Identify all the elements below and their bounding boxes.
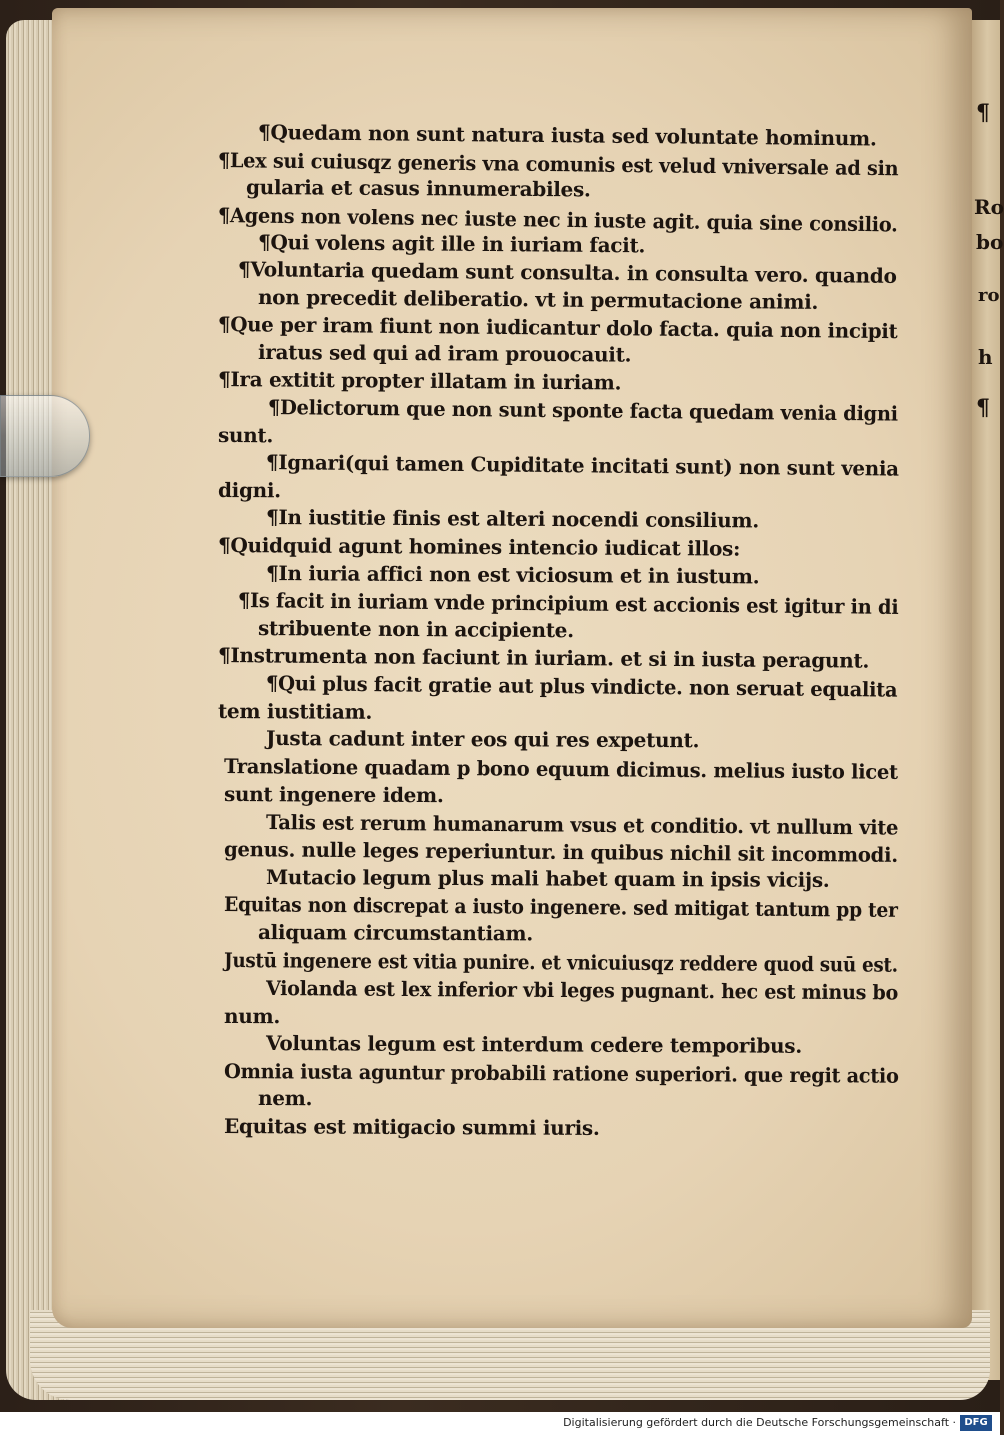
facing-page-glyph: h	[978, 345, 993, 369]
text-line: ¶In iustitie finis est alteri nocendi consilium.	[265, 505, 760, 533]
text-line: ¶Voluntaria quedam sunt consulta. in consulta vero. quando	[237, 257, 897, 288]
text-line: ¶Qui plus facit gratie aut plus vindicte. non seruat equalita	[265, 671, 898, 702]
text-line: ¶Ignari(qui tamen Cupiditate incitati sunt) non sunt venia	[265, 450, 899, 481]
text-line: num.	[223, 1004, 281, 1029]
text-line: ¶Agens non volens nec iuste nec in iuste agit. quia sine consilio.	[217, 203, 898, 237]
page-clip	[0, 395, 90, 477]
text-line: ¶Quidquid agunt homines intencio iudicat illos:	[217, 533, 741, 561]
facing-page-glyph: ¶	[976, 100, 990, 126]
text-line: Voluntas legum est interdum cedere temporibus.	[265, 1031, 802, 1058]
text-line: ¶Quedam non sunt natura iusta sed voluntate hominum.	[257, 120, 877, 151]
text-line: ¶Que per iram fiunt non iudicantur dolo facta. quia non incipit	[217, 312, 898, 344]
text-line: ¶Delictorum que non sunt sponte facta quedam venia digni	[267, 395, 898, 426]
footer-bar	[0, 1412, 1000, 1435]
text-line: Equitas est mitigacio summi iuris.	[223, 1114, 600, 1140]
text-line: ¶In iuria affici non est viciosum et in iustum.	[265, 561, 760, 589]
facing-page-glyph: Ro	[974, 195, 1004, 219]
text-line: aliquam circumstantiam.	[257, 920, 534, 946]
dfg-logo: DFG	[960, 1415, 992, 1431]
text-line: tem iustitiam.	[217, 699, 373, 724]
text-line: sunt ingenere idem.	[223, 782, 444, 808]
text-line: digni.	[217, 478, 281, 503]
facing-page-glyph: ¶	[976, 395, 990, 421]
text-line: ¶Instrumenta non faciunt in iuriam. et si in iusta peragunt.	[217, 643, 870, 673]
facing-page-glyph: bo	[976, 230, 1004, 254]
text-line: Mutacio legum plus mali habet quam in ipsis vicijs.	[265, 865, 830, 892]
funding-credit: Digitalisierung gefördert durch die Deutsche Forschungsgemeinschaft ·	[563, 1416, 956, 1429]
text-line: gularia et casus innumerabiles.	[245, 175, 591, 202]
facing-page-glyph: ro	[978, 285, 1000, 306]
text-line: Translatione quadam p bono equum dicimus. melius iusto licet	[223, 754, 898, 784]
facing-page-edge	[968, 20, 1004, 1380]
text-line: Omnia iusta aguntur probabili ratione superiori. que regit actio	[223, 1059, 899, 1088]
text-line: Violanda est lex inferior vbi leges pugnant. hec est minus bo	[265, 976, 899, 1005]
text-line: ¶Qui volens agit ille in iuriam facit.	[257, 230, 646, 258]
text-line: ¶Is facit in iuriam vnde principium est accionis est igitur in di	[237, 588, 899, 619]
text-line: ¶Ira extitit propter illatam in iuriam.	[217, 367, 622, 395]
text-line: Equitas non discrepat a iusto ingenere. sed mitigat tantum pp ter	[223, 892, 898, 922]
text-line: iratus sed qui ad iram prouocauit.	[257, 340, 632, 367]
text-line: nem.	[257, 1086, 313, 1111]
text-line: Justū ingenere est vitia punire. et vnicuiusqz reddere quod suū est.	[223, 948, 898, 977]
text-line: stribuente non in accipiente.	[257, 616, 574, 643]
text-line: ¶Lex sui cuiusqz generis vna comunis est velud vniversale ad sin	[217, 148, 899, 181]
text-line: sunt.	[217, 423, 274, 448]
text-line: non precedit deliberatio. vt in permutacione animi.	[257, 285, 819, 314]
text-line: Justa cadunt inter eos qui res expetunt.	[265, 726, 700, 753]
text-line: Talis est rerum humanarum vsus et conditio. vt nullum vite	[265, 810, 899, 840]
text-line: genus. nulle leges reperiuntur. in quibus nichil sit incommodi.	[223, 837, 898, 867]
